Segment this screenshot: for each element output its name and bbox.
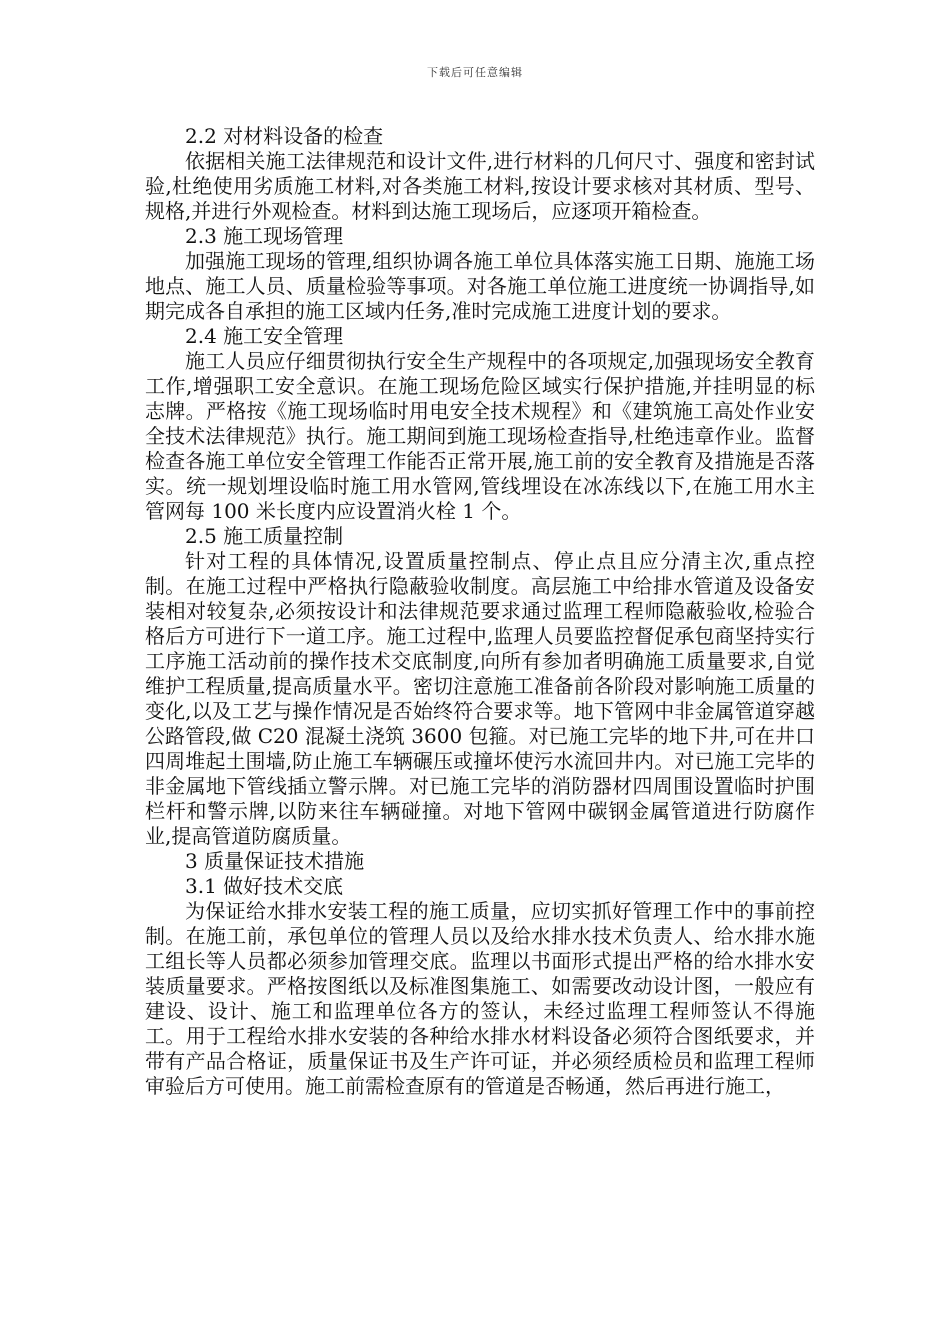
page-header: 下载后可任意编辑 [427,66,523,79]
document-body [145,124,815,1099]
paragraph-safety-management: 施工人员应仔细贯彻执行安全生产规程中的各项规定,加强现场安全教育工作,增强职工安全意识。在施工现场危险区域实行保护措施,并挂明显的标志牌。严格按《施工现场临时用电安全技术规程》和《建筑施工高处作业安全技术法律规范》执行。施工期间到施工现场检查指导,杜绝违章作业。监督检查各施工单位安全管理工作能否正常开展,施工前的安全教育及措施是否落实。统一规划埋设临时施工用水管网,管线埋设在冰冻线以下,在施工用水主管网每 100 米长度内应设置消火栓 1 个。 [145,349,815,523]
section-heading-3: 3 质量保证技术措施 [185,849,365,873]
section-heading-2-2: 2.2 对材料设备的检查 [185,124,384,148]
section-heading-2-3: 2.3 施工现场管理 [185,224,344,248]
paragraph-quality-control: 针对工程的具体情况,设置质量控制点、停止点且应分清主次,重点控制。在施工过程中严格执行隐蔽验收制度。高层施工中给排水管道及设备安装相对较复杂,必须按设计和法律规范要求通过监理工程师隐蔽验收,检验合格后方可进行下一道工序。施工过程中,监理人员要监控督促承包商坚持实行工序施工活动前的操作技术交底制度,向所有参加者明确施工质量要求,自觉维护工程质量,提高质量水平。密切注意施工准备前各阶段对影响施工质量的变化,以及工艺与操作情况是否始终符合要求等。地下管网中非金属管道穿越公路管段,做 C20 混凝土浇筑 3600 包箍。对已施工完毕的地下井,可在井口四周堆起土围墙,防止施工车辆碾压或撞坏使污水流回井内。对已施工完毕的非金属地下管线插立警示牌。对已施工完毕的消防器材四周围设置临时护围栏杆和警示牌,以防来往车辆碰撞。对地下管网中碳钢金属管道进行防腐作业,提高管道防腐质量。 [145,549,815,848]
section-heading-3-1: 3.1 做好技术交底 [185,874,344,898]
section-heading-2-4: 2.4 施工安全管理 [185,324,344,348]
paragraph-site-management: 加强施工现场的管理,组织协调各施工单位具体落实施工日期、施施工场地点、施工人员、质量检验等事项。对各施工单位施工进度统一协调指导,如期完成各自承担的施工区域内任务,准时完成施工进度计划的要求。 [145,249,815,323]
section-heading-2-5: 2.5 施工质量控制 [185,524,344,548]
paragraph-technical-briefing: 为保证给水排水安装工程的施工质量，应切实抓好管理工作中的事前控制。在施工前，承包单位的管理人员以及给水排水技术负责人、给水排水施工组长等人员都必须参加管理交底。监理以书面形式提出严格的给水排水安装质量要求。严格按图纸以及标准图集施工、如需要改动设计图，一般应有建设、设计、施工和监理单位各方的签认，未经过监理工程师签认不得施工。用于工程给水排水安装的各种给水排水材料设备必须符合图纸要求，并带有产品合格证，质量保证书及生产许可证，并必须经质检员和监理工程师审验后方可使用。施工前需检查原有的管道是否畅通，然后再进行施工， [145,899,815,1098]
paragraph-material-inspection: 依据相关施工法律规范和设计文件,进行材料的几何尺寸、强度和密封试验,杜绝使用劣质施工材料,对各类施工材料,按设计要求核对其材质、型号、规格,并进行外观检查。材料到达施工现场后，应逐项开箱检查。 [145,149,815,223]
